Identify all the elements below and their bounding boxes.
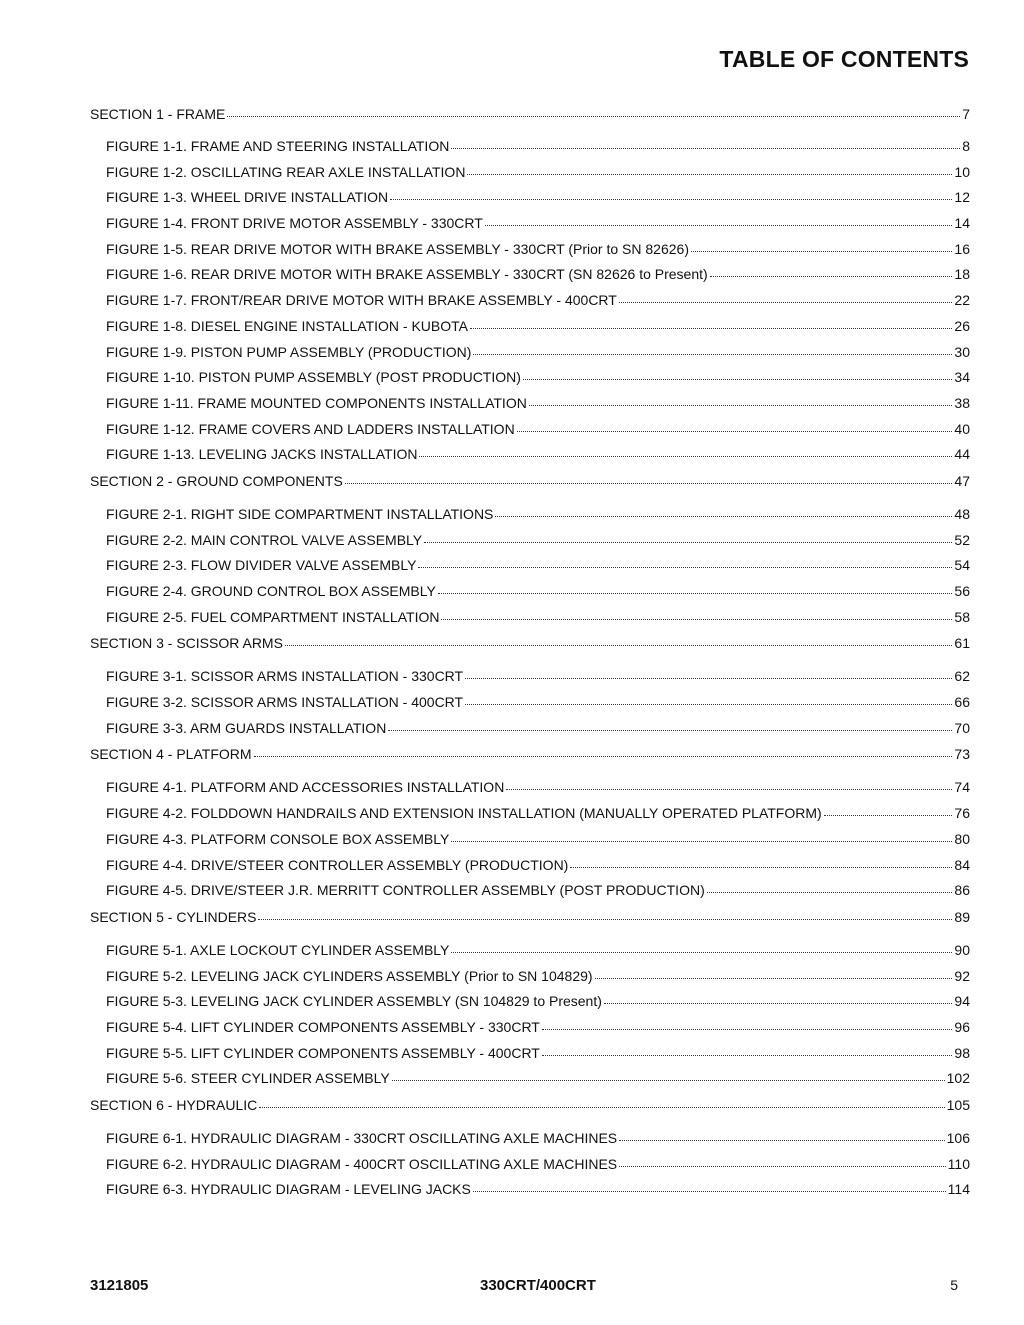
toc-figure-entry[interactable]: [90, 395, 970, 421]
toc-entry-label: FIGURE 1-8. DIESEL ENGINE INSTALLATION - KUBOTA: [106, 317, 468, 334]
toc-entry-label: FIGURE 5-2. LEVELING JACK CYLINDERS ASSEMBLY (Prior to SN 104829): [106, 967, 593, 984]
dot-leader: [465, 668, 952, 679]
toc-entry-label: FIGURE 1-9. PISTON PUMP ASSEMBLY (PRODUCTION): [106, 343, 472, 360]
toc-entry-page: 102: [946, 1070, 970, 1087]
toc-figure-entry[interactable]: [90, 805, 970, 831]
toc-figure-entry[interactable]: [90, 720, 970, 746]
toc-entry-label: FIGURE 1-5. REAR DRIVE MOTOR WITH BRAKE ASSEMBLY - 330CRT (Prior to SN 82626): [106, 240, 689, 257]
model-name: 330CRT/400CRT: [480, 1277, 596, 1294]
dot-leader: [419, 446, 952, 457]
toc-section-entry[interactable]: [90, 472, 970, 506]
toc-entry-label: FIGURE 5-1. AXLE LOCKOUT CYLINDER ASSEMBLY: [106, 941, 450, 958]
dot-leader: [258, 909, 952, 920]
toc-entry-page: 105: [946, 1097, 970, 1113]
toc-figure-entry[interactable]: [90, 446, 970, 472]
toc-entry-page: 10: [954, 163, 970, 180]
toc-entry-label: SECTION 3 - SCISSOR ARMS: [90, 635, 283, 652]
toc-figure-entry[interactable]: [90, 557, 970, 583]
toc-entry-label: FIGURE 5-5. LIFT CYLINDER COMPONENTS ASSEMBLY - 400CRT: [106, 1044, 540, 1061]
toc-entry-label: SECTION 2 - GROUND COMPONENTS: [90, 472, 343, 489]
dot-leader: [227, 106, 960, 117]
toc-entry-label: FIGURE 4-3. PLATFORM CONSOLE BOX ASSEMBLY: [106, 830, 450, 847]
toc-entry-page: 62: [954, 668, 970, 685]
dot-leader: [824, 805, 953, 816]
dot-leader: [485, 215, 953, 226]
toc-figure-entry[interactable]: [90, 164, 970, 190]
toc-entry-label: FIGURE 1-10. PISTON PUMP ASSEMBLY (POST PRODUCTION): [106, 369, 521, 386]
toc-entry-label: FIGURE 1-1. FRAME AND STEERING INSTALLATION: [106, 138, 450, 154]
dot-leader: [707, 882, 953, 893]
toc-entry-label: FIGURE 4-1. PLATFORM AND ACCESSORIES INSTALLATION: [106, 779, 505, 796]
toc-entry-label: FIGURE 2-5. FUEL COMPARTMENT INSTALLATION: [106, 608, 440, 625]
toc-figure-entry[interactable]: [90, 882, 970, 908]
dot-leader: [451, 942, 952, 953]
toc-entry-label: FIGURE 6-2. HYDRAULIC DIAGRAM - 400CRT OSCILLATING AXLE MACHINES: [106, 1155, 618, 1172]
toc-entry-label: FIGURE 3-1. SCISSOR ARMS INSTALLATION - 330CRT: [106, 668, 464, 685]
toc-figure-entry[interactable]: [90, 1156, 970, 1182]
dot-leader: [619, 1130, 945, 1141]
toc-entry-page: 86: [954, 882, 970, 899]
toc-figure-entry[interactable]: [90, 942, 970, 968]
toc-entry-page: 47: [954, 472, 970, 489]
toc-entry-page: 7: [962, 106, 970, 122]
table-of-contents: [90, 105, 970, 1207]
toc-section-entry[interactable]: [90, 105, 970, 138]
toc-entry-page: 34: [954, 369, 970, 386]
dot-leader: [441, 609, 952, 620]
toc-figure-entry[interactable]: [90, 369, 970, 395]
toc-figure-entry[interactable]: [90, 266, 970, 292]
toc-entry-page: 90: [954, 941, 970, 958]
toc-figure-entry[interactable]: [90, 1130, 970, 1156]
dot-leader: [473, 344, 952, 355]
toc-entry-page: 48: [954, 505, 970, 522]
toc-entry-label: FIGURE 5-3. LEVELING JACK CYLINDER ASSEMBLY (SN 104829 to Present): [106, 993, 602, 1010]
document-number: 3121805: [90, 1277, 149, 1294]
toc-section-entry[interactable]: [90, 745, 970, 779]
toc-figure-entry[interactable]: [90, 668, 970, 694]
toc-entry-label: FIGURE 2-2. MAIN CONTROL VALVE ASSEMBLY: [106, 531, 423, 548]
toc-entry-page: 44: [954, 446, 970, 463]
toc-figure-entry[interactable]: [90, 609, 970, 635]
toc-figure-entry[interactable]: [90, 318, 970, 344]
toc-entry-label: FIGURE 4-2. FOLDDOWN HANDRAILS AND EXTENSION INSTALLATION (MANUALLY OPERATED PLATFORM): [106, 805, 822, 822]
toc-entry-page: 92: [954, 967, 970, 984]
toc-entry-label: FIGURE 4-4. DRIVE/STEER CONTROLLER ASSEMBLY (PRODUCTION): [106, 856, 569, 873]
dot-leader: [345, 473, 953, 484]
toc-figure-entry[interactable]: [90, 532, 970, 558]
toc-entry-label: FIGURE 1-6. REAR DRIVE MOTOR WITH BRAKE ASSEMBLY - 330CRT (SN 82626 to Present): [106, 266, 708, 283]
toc-figure-entry[interactable]: [90, 189, 970, 215]
toc-entry-label: FIGURE 3-2. SCISSOR ARMS INSTALLATION - 400CRT: [106, 694, 464, 711]
toc-entry-page: 94: [954, 993, 970, 1010]
toc-figure-entry[interactable]: [90, 993, 970, 1019]
toc-entry-page: 74: [954, 779, 970, 796]
toc-entry-page: 54: [954, 557, 970, 574]
dot-leader: [473, 1181, 946, 1192]
toc-entry-label: FIGURE 5-6. STEER CYLINDER ASSEMBLY: [106, 1070, 390, 1087]
toc-figure-entry[interactable]: [90, 241, 970, 267]
dot-leader: [604, 993, 953, 1004]
toc-figure-entry[interactable]: [90, 779, 970, 805]
toc-entry-page: 38: [954, 394, 970, 411]
toc-entry-page: 106: [946, 1130, 970, 1146]
toc-entry-label: FIGURE 2-1. RIGHT SIDE COMPARTMENT INSTALLATIONS: [106, 505, 494, 522]
toc-entry-page: 8: [962, 138, 970, 154]
toc-figure-entry[interactable]: [90, 138, 970, 164]
toc-figure-entry[interactable]: [90, 583, 970, 609]
dot-leader: [390, 189, 952, 200]
toc-entry-label: FIGURE 5-4. LIFT CYLINDER COMPONENTS ASSEMBLY - 330CRT: [106, 1018, 540, 1035]
toc-entry-page: 22: [954, 292, 970, 309]
toc-entry-page: 110: [947, 1155, 970, 1172]
dot-leader: [467, 164, 952, 175]
dot-leader: [465, 694, 952, 705]
toc-entry-label: FIGURE 2-4. GROUND CONTROL BOX ASSEMBLY: [106, 583, 436, 599]
toc-entry-label: FIGURE 1-4. FRONT DRIVE MOTOR ASSEMBLY - 330CRT: [106, 215, 483, 232]
page-title: TABLE OF CONTENTS: [719, 46, 969, 72]
toc-figure-entry[interactable]: [90, 292, 970, 318]
toc-figure-entry[interactable]: [90, 857, 970, 883]
toc-entry-label: SECTION 6 - HYDRAULIC: [90, 1097, 258, 1113]
toc-entry-label: FIGURE 3-3. ARM GUARDS INSTALLATION: [106, 719, 387, 736]
toc-entry-page: 18: [954, 266, 970, 283]
toc-figure-entry[interactable]: [90, 968, 970, 994]
toc-section-entry[interactable]: [90, 1096, 970, 1130]
toc-entry-label: FIGURE 1-12. FRAME COVERS AND LADDERS INSTALLATION: [106, 420, 515, 437]
toc-figure-entry[interactable]: [90, 421, 970, 447]
toc-figure-entry[interactable]: [90, 1070, 970, 1096]
toc-section-entry[interactable]: [90, 634, 970, 668]
dot-leader: [451, 831, 952, 842]
dot-leader: [470, 318, 952, 329]
toc-entry-label: FIGURE 1-7. FRONT/REAR DRIVE MOTOR WITH BRAKE ASSEMBLY - 400CRT: [106, 292, 617, 309]
toc-figure-entry[interactable]: [90, 215, 970, 241]
toc-figure-entry[interactable]: [90, 1045, 970, 1071]
toc-entry-page: 76: [954, 805, 970, 822]
dot-leader: [438, 583, 953, 594]
toc-entry-page: 16: [954, 240, 970, 257]
toc-entry-page: 84: [954, 856, 970, 873]
toc-entry-label: SECTION 1 - FRAME: [90, 106, 226, 122]
toc-entry-page: 40: [954, 420, 970, 437]
toc-entry-label: FIGURE 1-11. FRAME MOUNTED COMPONENTS INSTALLATION: [106, 394, 527, 411]
toc-entry-label: FIGURE 6-3. HYDRAULIC DIAGRAM - LEVELING JACKS: [106, 1181, 471, 1198]
toc-entry-page: 70: [954, 719, 970, 736]
dot-leader: [424, 532, 952, 543]
dot-leader: [542, 1045, 953, 1056]
toc-figure-entry[interactable]: [90, 1019, 970, 1045]
dot-leader: [619, 292, 953, 303]
toc-entry-page: 26: [954, 317, 970, 334]
toc-figure-entry[interactable]: [90, 694, 970, 720]
dot-leader: [570, 857, 952, 868]
dot-leader: [418, 557, 952, 568]
dot-leader: [451, 138, 960, 149]
dot-leader: [254, 746, 953, 757]
toc-section-entry[interactable]: [90, 908, 970, 942]
page-number: 5: [950, 1277, 958, 1293]
dot-leader: [517, 421, 953, 432]
toc-entry-page: 56: [954, 583, 970, 599]
toc-entry-page: 96: [954, 1018, 970, 1035]
toc-figure-entry[interactable]: [90, 506, 970, 532]
toc-entry-label: FIGURE 2-3. FLOW DIVIDER VALVE ASSEMBLY: [106, 557, 417, 574]
dot-leader: [388, 720, 952, 731]
toc-entry-label: FIGURE 1-3. WHEEL DRIVE INSTALLATION: [106, 189, 389, 206]
dot-leader: [285, 635, 952, 646]
toc-entry-label: FIGURE 1-2. OSCILLATING REAR AXLE INSTALLATION: [106, 163, 466, 180]
toc-entry-label: FIGURE 1-13. LEVELING JACKS INSTALLATION: [106, 446, 418, 463]
dot-leader: [595, 968, 953, 979]
toc-figure-entry[interactable]: [90, 1181, 970, 1207]
toc-entry-page: 58: [954, 608, 970, 625]
dot-leader: [506, 779, 952, 790]
dot-leader: [542, 1019, 953, 1030]
toc-figure-entry[interactable]: [90, 344, 970, 370]
toc-entry-page: 12: [954, 189, 970, 206]
dot-leader: [619, 1156, 946, 1167]
toc-entry-page: 80: [954, 830, 970, 847]
dot-leader: [259, 1097, 944, 1108]
toc-entry-page: 66: [954, 694, 970, 711]
dot-leader: [710, 266, 953, 277]
toc-entry-page: 52: [954, 531, 970, 548]
dot-leader: [529, 395, 953, 406]
dot-leader: [691, 241, 952, 252]
toc-figure-entry[interactable]: [90, 831, 970, 857]
toc-entry-page: 73: [954, 746, 970, 763]
dot-leader: [495, 506, 952, 517]
toc-entry-label: FIGURE 6-1. HYDRAULIC DIAGRAM - 330CRT OSCILLATING AXLE MACHINES: [106, 1130, 618, 1146]
dot-leader: [392, 1070, 945, 1081]
toc-entry-page: 89: [954, 908, 970, 925]
toc-entry-page: 14: [954, 215, 970, 232]
toc-entry-page: 30: [954, 343, 970, 360]
toc-entry-page: 98: [954, 1044, 970, 1061]
toc-entry-label: FIGURE 4-5. DRIVE/STEER J.R. MERRITT CONTROLLER ASSEMBLY (POST PRODUCTION): [106, 882, 705, 899]
toc-entry-page: 114: [947, 1181, 970, 1198]
toc-entry-label: SECTION 5 - CYLINDERS: [90, 908, 257, 925]
dot-leader: [523, 369, 953, 380]
toc-entry-label: SECTION 4 - PLATFORM: [90, 746, 252, 763]
toc-entry-page: 61: [954, 635, 970, 652]
